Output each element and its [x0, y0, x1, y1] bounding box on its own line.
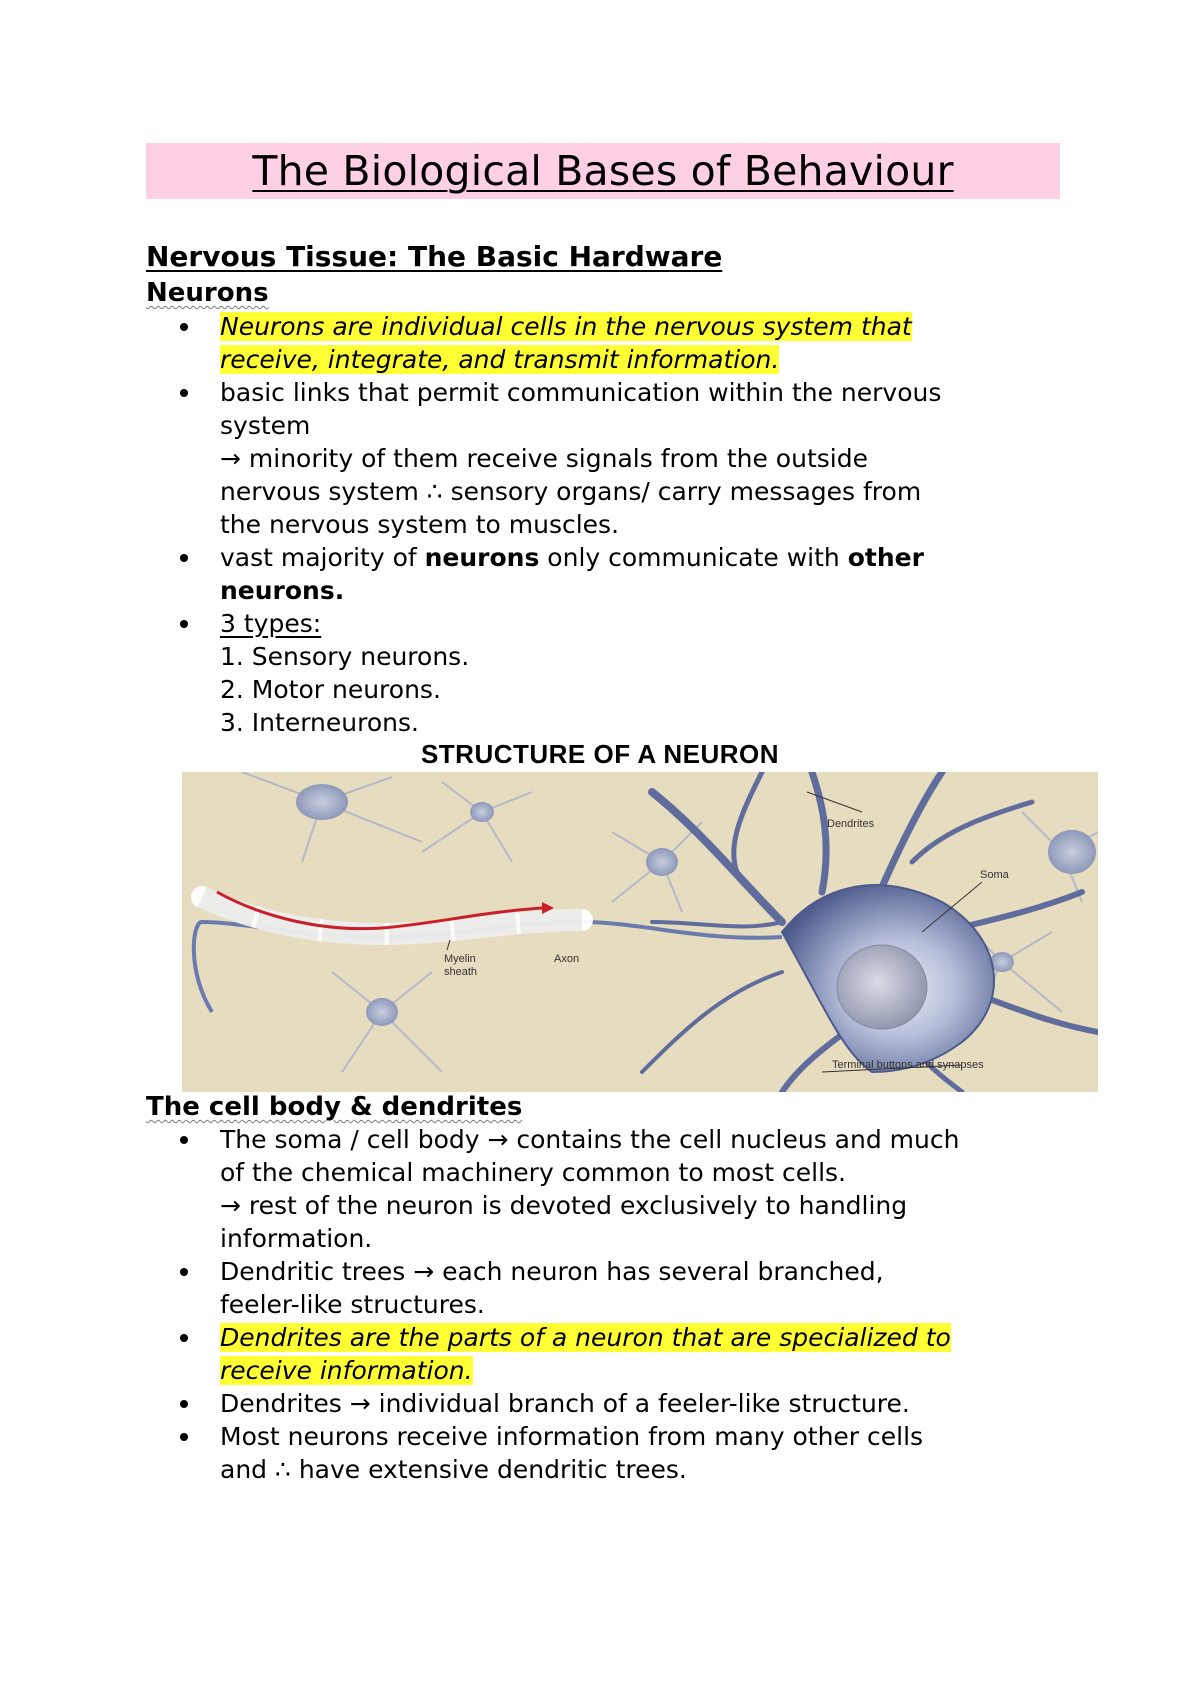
list-text: nervous system ∴ sensory organs/ carry messages from [220, 477, 922, 506]
nucleus [837, 945, 927, 1029]
list-text: only communicate with [539, 543, 848, 572]
neurons-heading: Neurons [146, 278, 269, 308]
list-text: information. [220, 1224, 373, 1253]
bullet-icon [180, 1400, 188, 1408]
numbered-item: 1. Sensory neurons. [220, 642, 470, 671]
list-item [146, 1420, 1066, 1486]
list-text: feeler-like structures. [220, 1290, 485, 1319]
list-text: Dendritic trees → each neuron has several branched, [220, 1257, 884, 1286]
title-banner [146, 143, 1060, 199]
list-text: The soma / cell body → contains the cell nucleus and much [220, 1125, 960, 1154]
bullet-icon [180, 1433, 188, 1441]
label-axon: Axon [554, 953, 580, 965]
numbered-item: 2. Motor neurons. [220, 675, 441, 704]
bullet-icon [180, 620, 188, 628]
cell-body-heading: The cell body & dendrites [146, 1092, 523, 1122]
list-text: the nervous system to muscles. [220, 510, 620, 539]
label-dendrites: Dendrites [827, 818, 875, 830]
cell-body-list [146, 1123, 1066, 1486]
bold-text: neurons. [220, 576, 345, 605]
list-text: → rest of the neuron is devoted exclusively to handling [220, 1191, 908, 1220]
list-text: system [220, 411, 311, 440]
highlighted-text: Dendrites are the parts of a neuron that are specialized to [220, 1323, 951, 1352]
list-text: Dendrites → individual branch of a feeler-like structure. [220, 1389, 910, 1418]
list-item [146, 1123, 1066, 1255]
numbered-item: 3. Interneurons. [220, 708, 419, 737]
neurons-list [146, 310, 1066, 739]
list-text: Most neurons receive information from many other cells [220, 1422, 924, 1451]
bullet-icon [180, 1136, 188, 1144]
highlighted-text: Neurons are individual cells in the nervous system that [220, 312, 912, 341]
list-text: basic links that permit communication within the nervous [220, 378, 942, 407]
list-item [146, 1255, 1066, 1321]
list-text: of the chemical machinery common to most cells. [220, 1158, 846, 1187]
bullet-icon [180, 389, 188, 397]
list-text: and ∴ have extensive dendritic trees. [220, 1455, 687, 1484]
list-item [146, 1321, 1066, 1387]
bullet-icon [180, 323, 188, 331]
neuron-illustration [182, 772, 1098, 1092]
label-myelin-line2: sheath [444, 966, 478, 978]
types-label: 3 types: [220, 609, 322, 638]
list-item [146, 310, 1066, 376]
highlighted-text: receive information. [220, 1356, 473, 1385]
label-soma: Soma [980, 869, 1009, 881]
bullet-icon [180, 554, 188, 562]
figure-heading: STRUCTURE OF A NEURON [420, 739, 780, 769]
bullet-icon [180, 1268, 188, 1276]
list-text: vast majority of [220, 543, 425, 572]
bullet-icon [180, 1334, 188, 1342]
label-myelin-line1: Myelin [444, 953, 476, 965]
list-text: → minority of them receive signals from the outside [220, 444, 868, 473]
bold-text: other [847, 543, 924, 572]
label-terminal-buttons: Terminal buttons and synapses [832, 1059, 984, 1071]
highlighted-text: receive, integrate, and transmit information. [220, 345, 780, 374]
page-title: The Biological Bases of Behaviour [252, 147, 954, 195]
list-item [146, 607, 1066, 739]
list-item [146, 541, 1066, 607]
bold-text: neurons [424, 543, 540, 572]
list-item [146, 1387, 1066, 1420]
list-item [146, 376, 1066, 541]
section-heading: Nervous Tissue: The Basic Hardware [146, 240, 723, 273]
neuron-diagram [182, 772, 1098, 1092]
